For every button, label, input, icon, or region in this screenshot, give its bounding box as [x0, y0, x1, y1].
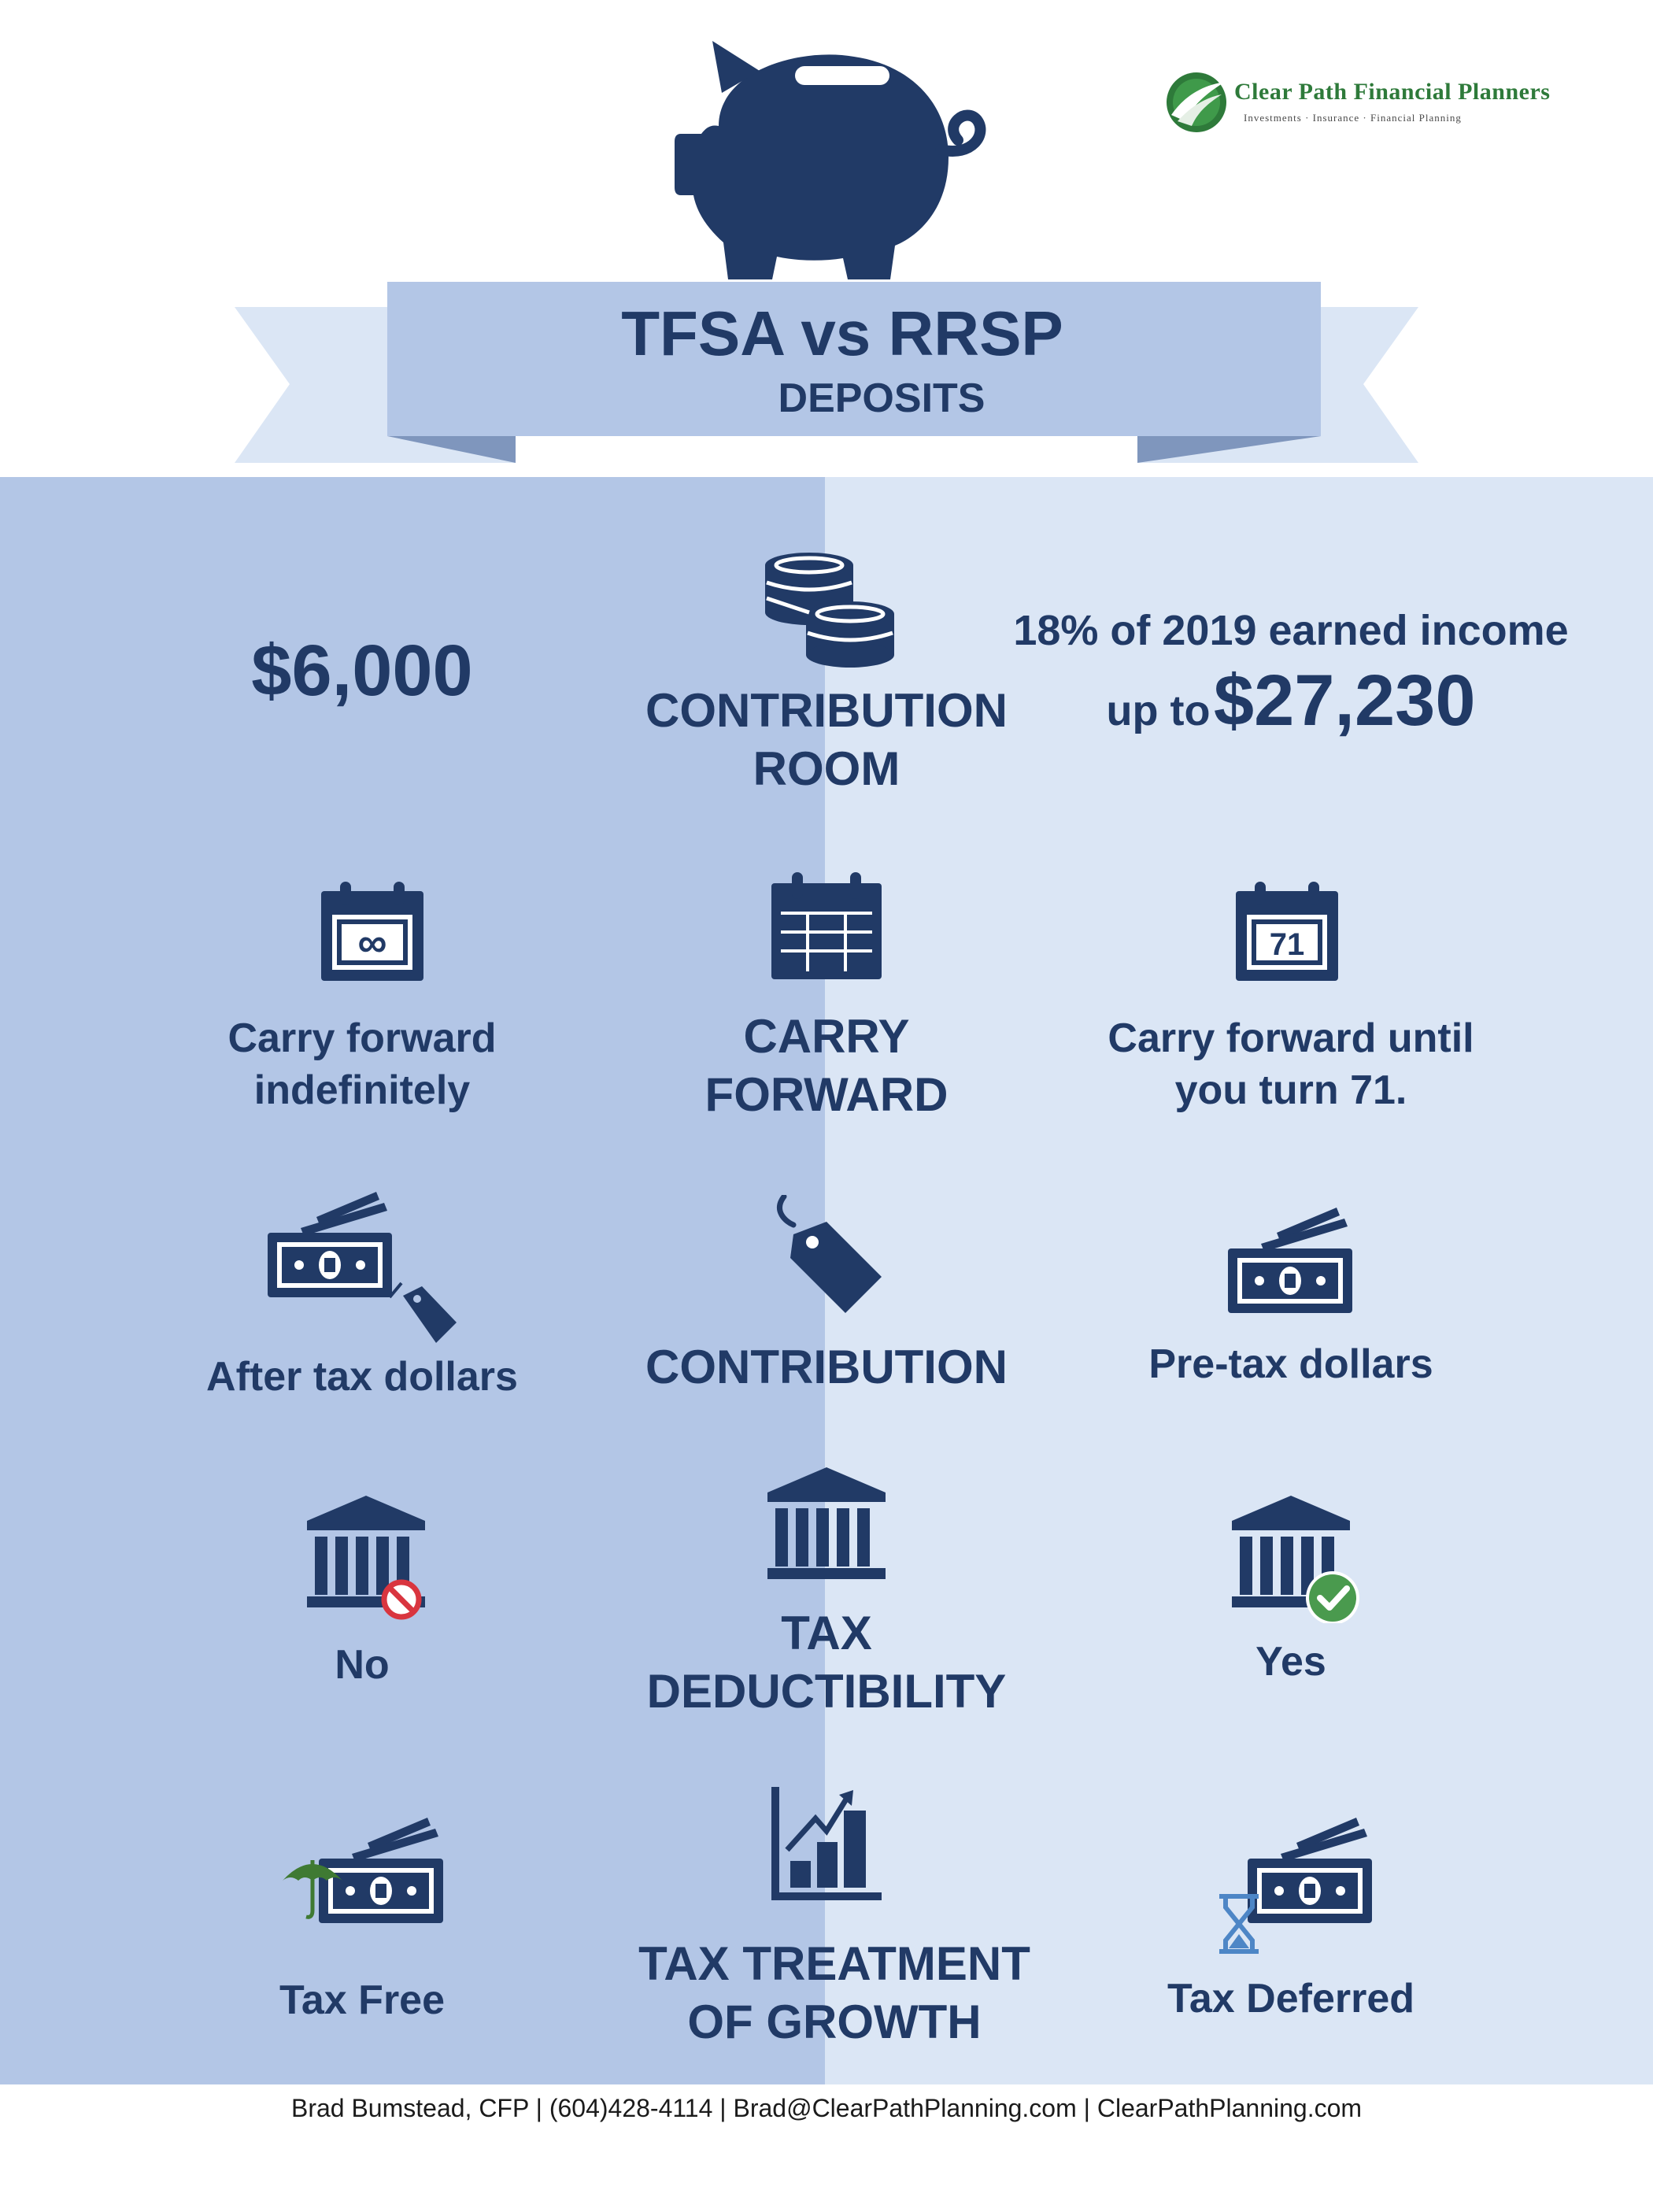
- rrsp-tax-deductibility-text: Yes: [1255, 1639, 1326, 1685]
- cash-with-tag-icon: [268, 1189, 464, 1346]
- cash-umbrella-icon: [279, 1814, 453, 1964]
- rrsp-contribution-room-amount: $27,230: [1213, 660, 1476, 741]
- category-tax-deductibility: TAX DEDUCTIBILITY: [646, 1607, 1007, 1718]
- tfsa-carry-forward-text: Carry forward indefinitely: [227, 1015, 497, 1113]
- calendar-71-icon: [1236, 882, 1338, 981]
- cash-icon: [1228, 1204, 1354, 1315]
- piggy-bank-icon: [673, 39, 996, 283]
- cash-hourglass-icon: [1216, 1814, 1389, 1956]
- growth-chart-icon: [771, 1787, 882, 1900]
- contact-footer: Brad Bumstead, CFP | (604)428-4114 | Brad@ClearPathPlanning.com | ClearPathPlanning.com: [290, 2094, 1363, 2122]
- tfsa-tax-deductibility-text: No: [335, 1642, 390, 1688]
- tfsa-tax-treatment-text: Tax Free: [279, 1977, 446, 2023]
- logo-name: Clear Path Financial Planners: [1234, 79, 1551, 105]
- category-carry-forward: CARRY FORWARD: [704, 1010, 949, 1121]
- coins-icon: [762, 551, 896, 669]
- page-title: TFSA vs RRSP: [621, 298, 1063, 368]
- category-contribution: CONTRIBUTION: [645, 1341, 1008, 1393]
- rrsp-contribution-room-line1: 18% of 2019 earned income: [1013, 607, 1569, 654]
- tfsa-contribution-room-value: $6,000: [251, 631, 473, 711]
- rrsp-up-to-label: up to: [1106, 687, 1211, 734]
- price-tag-icon: [770, 1195, 888, 1313]
- bank-no-icon: [307, 1496, 425, 1623]
- rrsp-contribution-text: Pre-tax dollars: [1148, 1341, 1433, 1387]
- calendar-71-label: 71: [1269, 927, 1305, 962]
- bank-yes-icon: [1232, 1496, 1366, 1623]
- rrsp-tax-treatment-text: Tax Deferred: [1167, 1976, 1415, 2022]
- logo-tagline: Investments · Insurance · Financial Planning: [1244, 112, 1462, 124]
- page-subtitle: DEPOSITS: [778, 375, 986, 421]
- rrsp-contribution-room-line2: [1008, 660, 1574, 742]
- category-contribution-room: CONTRIBUTION ROOM: [645, 684, 1008, 795]
- calendar-infinity-icon: [321, 882, 423, 981]
- tfsa-contribution-text: After tax dollars: [206, 1354, 518, 1400]
- rrsp-carry-forward-text: Carry forward until you turn 71.: [1108, 1015, 1474, 1113]
- category-tax-treatment-of-growth: TAX TREATMENT OF GROWTH: [638, 1937, 1030, 2048]
- calendar-infinity-label: ∞: [357, 920, 387, 966]
- swoosh-logo-icon: [1165, 71, 1228, 134]
- company-logo: [1165, 71, 1590, 142]
- calendar-grid-icon: [771, 872, 882, 979]
- bank-icon: [767, 1467, 886, 1579]
